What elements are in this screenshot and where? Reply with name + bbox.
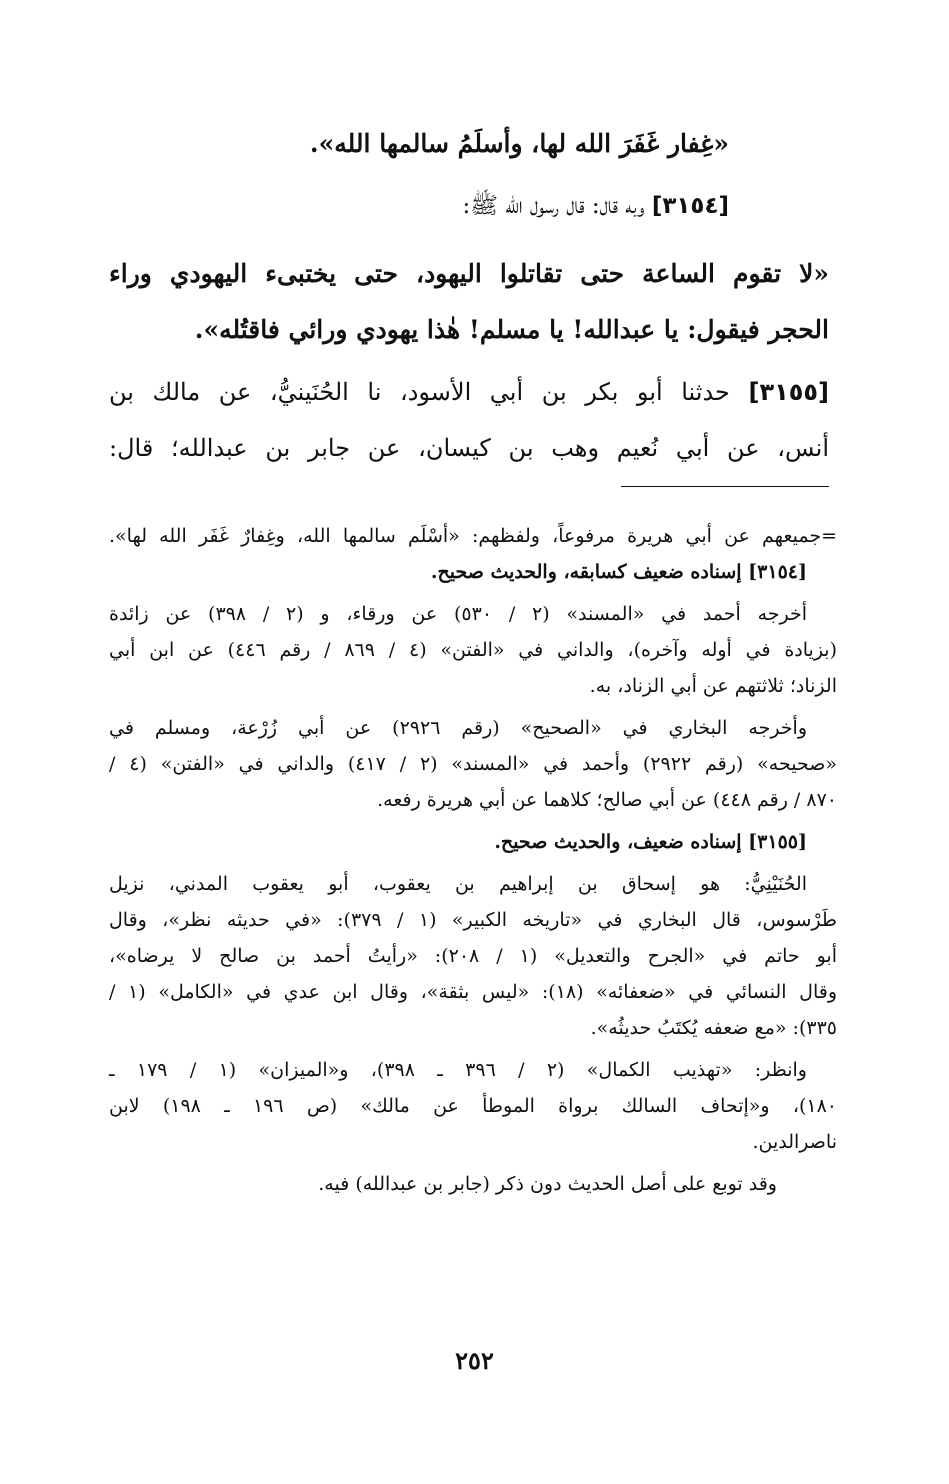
hadith-3154-text-line-2: الحجر فيقول: يا عبدالله! يا مسلم! هٰذا يهودي ورائي فاقتُله». (194, 315, 829, 344)
footnotes (109, 518, 837, 1202)
footnote-3154-heading: [٣١٥٤] إسناده ضعيف كسابقه، والحديث صحيح. (430, 561, 807, 583)
footnote-3155-p1-line: طَرْسوس، قال البخاري في «تاريخه الكبير» (١ / ٣٧٩): «في حديثه نظر»، وقال (109, 909, 837, 931)
footnote-3155-p1-line: أبو حاتم في «الجرح والتعديل» (١ / ٢٠٨): «رأيتُ أحمد بن صالح لا يرضاه»، (109, 945, 837, 967)
hadith-3155-chain-line-2: أنس، عن أبي نُعيم وهب بن كيسان، عن جابر بن عبدالله؛ قال: (109, 434, 830, 462)
footnote-3154-p2-line: ٨٧٠ / رقم ٤٤٨) عن أبي صالح؛ كلاهما عن أبي هريرة رفعه. (377, 789, 837, 811)
footnote-3154-p1-line: أخرجه أحمد في «المسند» (٢ / ٥٣٠) عن ورقاء، و (٢ / ٣٩٨) عن زائدة (109, 603, 808, 625)
hadith-number-3155: [٣١٥٥] (748, 378, 829, 406)
page-number: ٢٥٢ (455, 1346, 494, 1375)
footnote-3154-p1-line: الزناد؛ ثلاثتهم عن أبي الزناد، به. (589, 675, 837, 697)
footnote-3155-p1-line: وقال النسائي في «ضعفائه» (١٨): «ليس بثقة»، وقال ابن عدي في «الكامل» (١ / (109, 981, 837, 1003)
hadith-number-3154: [٣١٥٤] (651, 193, 729, 219)
footnote-3155-p2-line: وانظر: «تهذيب الكمال» (٢ / ٣٩٦ ـ ٣٩٨)، و«الميزان» (١ / ١٧٩ ـ (109, 1059, 807, 1081)
hadith-3154-text-line-1: «لا تقوم الساعة حتى تقاتلوا اليهود، حتى يختبىء اليهودي وراء (109, 259, 829, 288)
footnote-3155-heading: [٣١٥٥] إسناده ضعيف، والحديث صحيح. (494, 831, 807, 853)
footnote-3155-p1-line: ٣٣٥): «مع ضعفه يُكتَبُ حديثُه». (590, 1017, 837, 1039)
hadith-3153-ending: «غِفار غَفَرَ الله لها، وأسلَمُ سالمها الله». (309, 129, 729, 158)
footnote-3155-p3: وقد توبع على أصل الحديث دون ذكر (جابر بن عبدالله) فيه. (318, 1173, 777, 1195)
footnote-3154-p2-line: «صحيحه» (رقم ٢٩٢٢) وأحمد في «المسند» (٢ / ٤١٧) والداني في «الفتن» (٤ / (109, 753, 837, 775)
footnote-3154-p1-line: (بزيادة في أوله وآخره)، والداني في «الفتن» (٤ / ٨٦٩ / رقم ٤٤٦) عن ابن أبي (109, 639, 838, 661)
hadith-3154-chain: وبه قال: قال رسول الله ﷺ: (462, 193, 645, 219)
hadith-3155-chain-text: حدثنا أبو بكر بن أبي الأسود، نا الحُنَينيُّ، عن مالك بن (109, 378, 730, 406)
footnote-3155-p1-line: الحُنَيْنِيُّ: هو إسحاق بن إبراهيم بن يعقوب، أبو يعقوب المدني، نزيل (109, 873, 807, 895)
footnote-3155-p2-line: ناصرالدين. (752, 1131, 837, 1153)
hadith-3154-intro (109, 182, 829, 230)
footnote-3155-p2-line: ١٨٠)، و«إتحاف السالك برواة الموطأ عن مالك» (ص ١٩٦ ـ ١٩٨) لابن (109, 1095, 837, 1117)
footnote-3154-p2-line: وأخرجه البخاري في «الصحيح» (رقم ٢٩٢٦) عن أبي زُرْعة، ومسلم في (109, 717, 807, 739)
footnote-divider (621, 486, 829, 487)
main-text (109, 120, 829, 476)
footnote-continuation: =جميعهم عن أبي هريرة مرفوعاً، ولفظهم: «أسْلَم سالمها الله، وغِفارٌ غَفَر الله لها». (109, 525, 837, 547)
hadith-3155-chain-line-1 (109, 364, 829, 420)
